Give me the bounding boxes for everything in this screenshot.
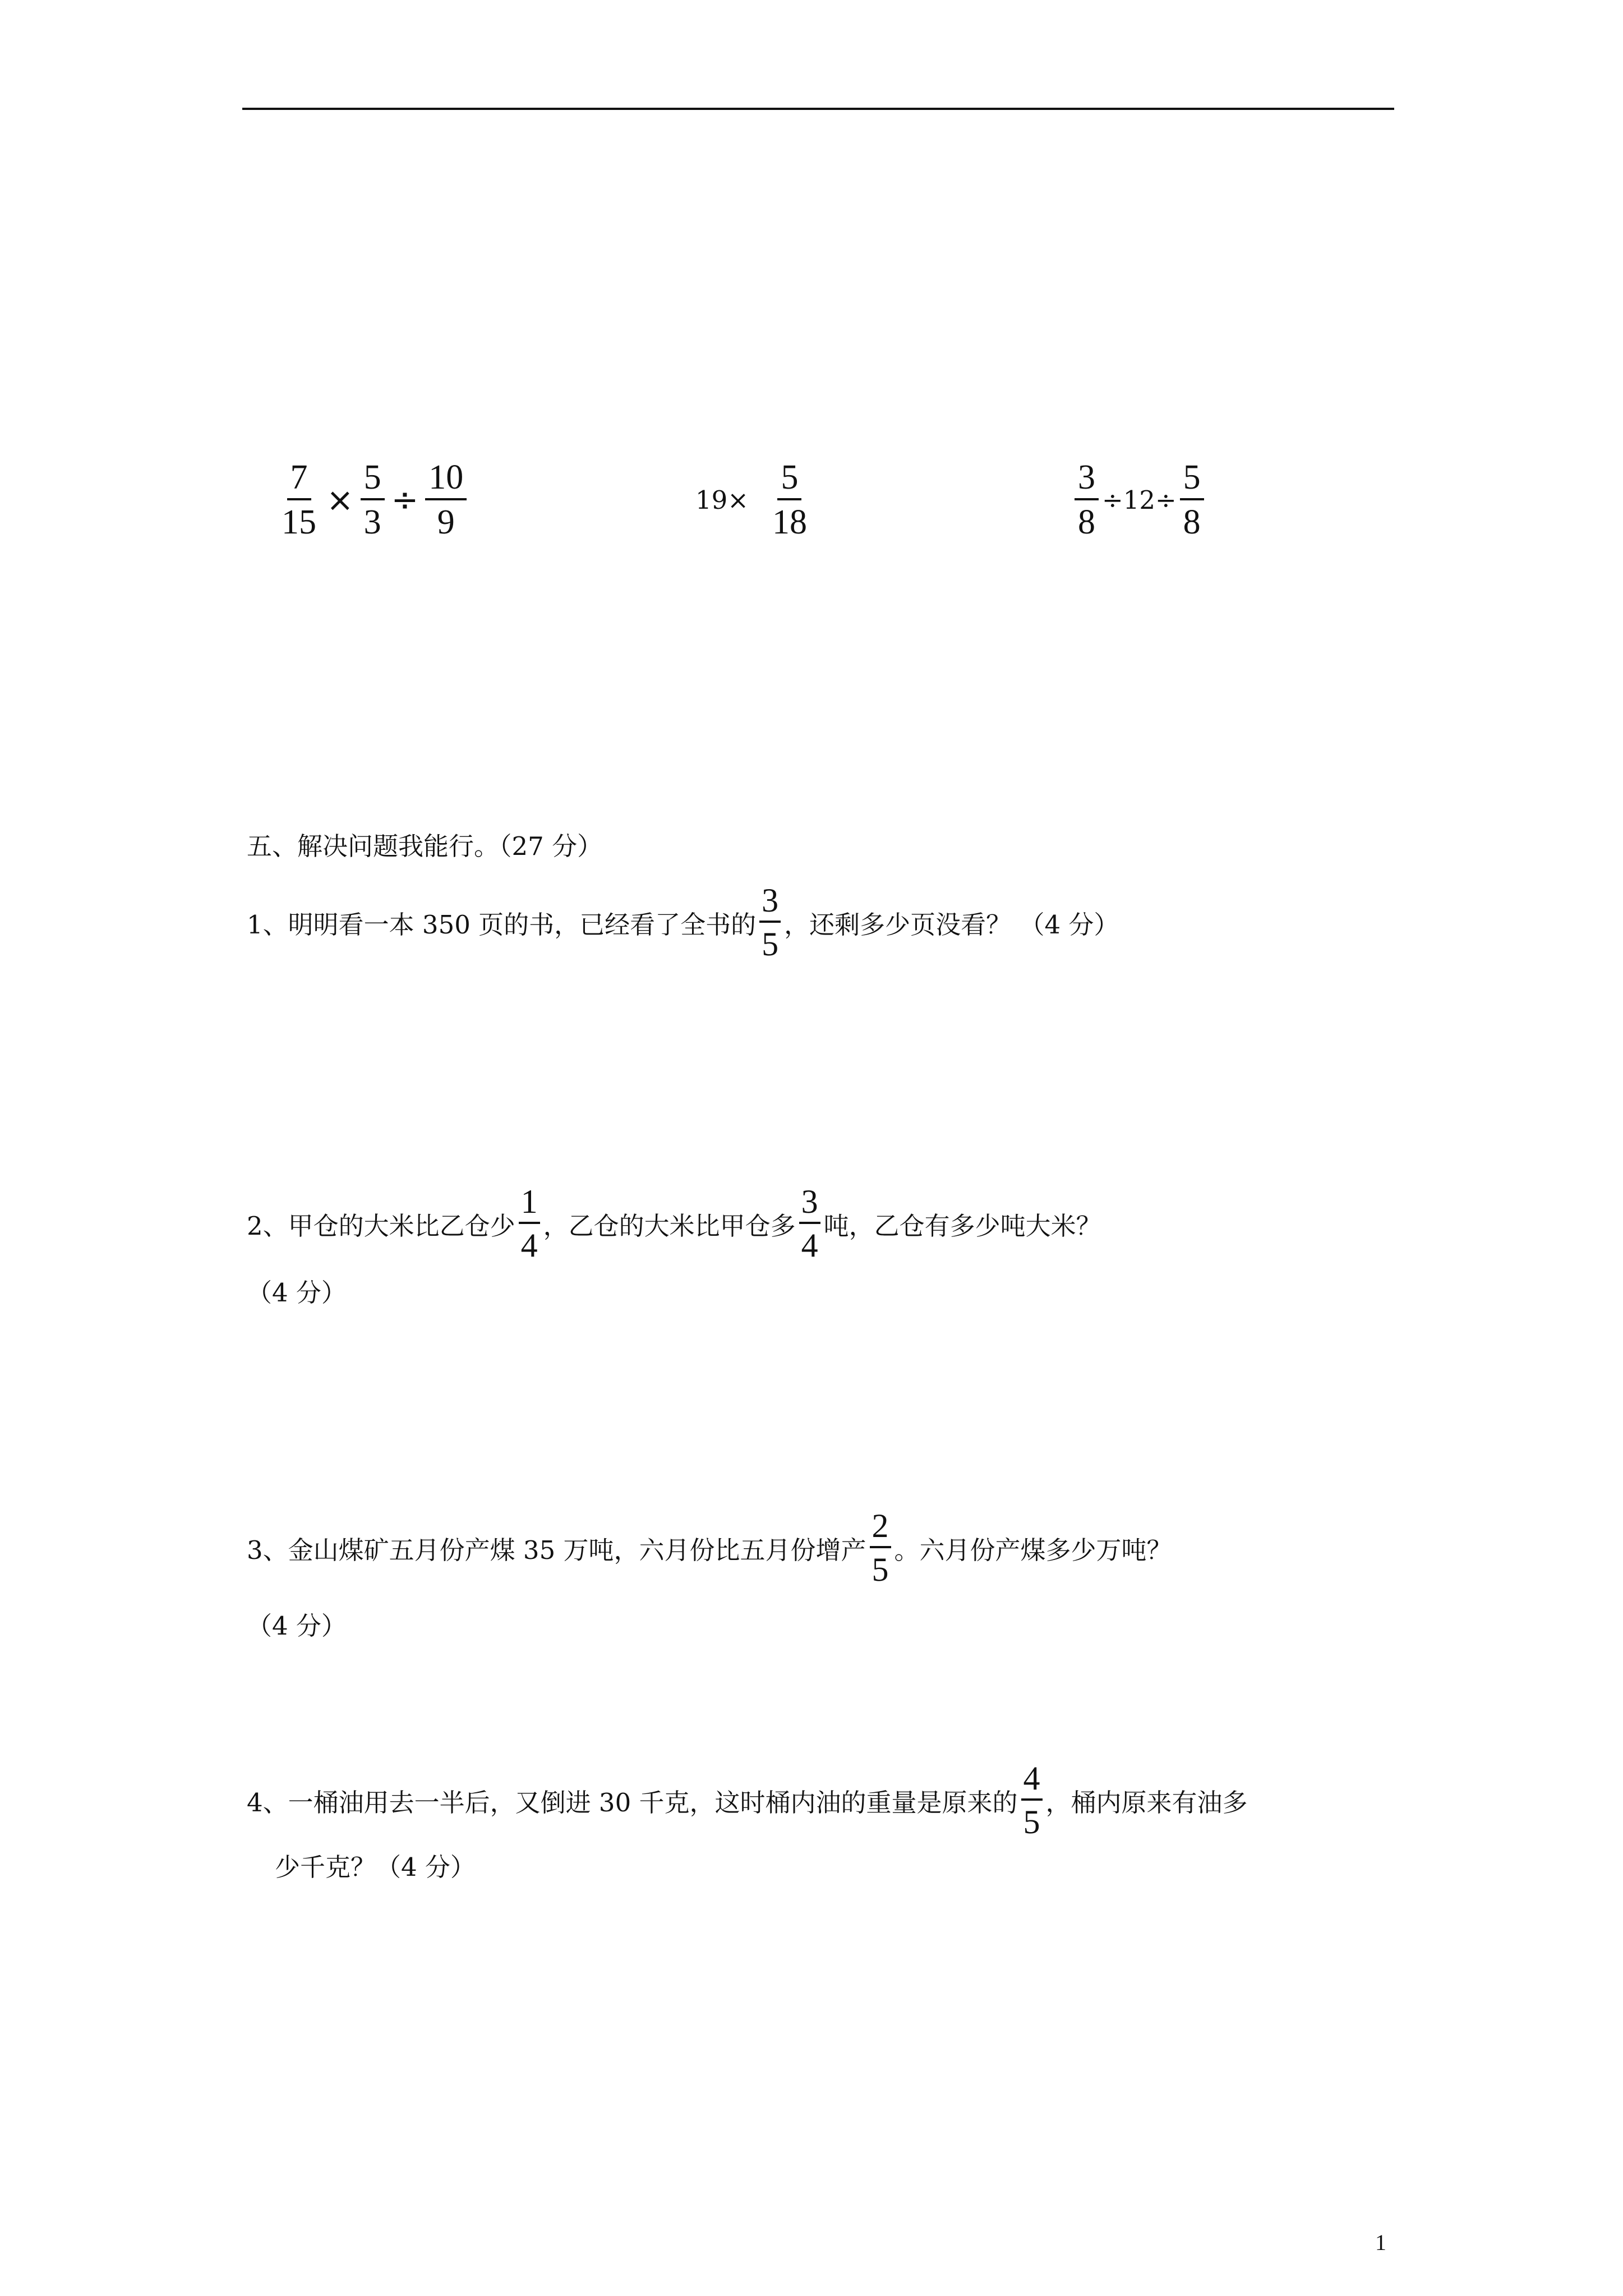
times-operator: × xyxy=(326,481,354,519)
problem-text: 1、明明看一本 350 页的书，已经看了全书的 xyxy=(247,909,757,940)
numerator: 5 xyxy=(777,460,801,500)
score-text: （4 分） xyxy=(247,1278,347,1308)
numerator: 4 xyxy=(1021,1761,1043,1801)
problem-text: ，还剩多少页没看？ （4 分） xyxy=(784,909,1119,940)
problem-text: ，桶内原来有油多 xyxy=(1045,1787,1248,1818)
fraction xyxy=(425,460,467,540)
problem-text: ，乙仓的大米比甲仓多 xyxy=(543,1211,796,1241)
problem-2 xyxy=(247,1185,1101,1262)
numerator: 2 xyxy=(870,1509,891,1548)
header-rule xyxy=(242,108,1394,110)
denominator: 4 xyxy=(520,1227,538,1264)
expression-middle: ÷12÷ xyxy=(1102,485,1177,515)
fraction xyxy=(1180,460,1204,540)
problem-4-line-2 xyxy=(275,1847,476,1883)
numerator: 1 xyxy=(519,1185,540,1224)
denominator: 15 xyxy=(282,503,316,541)
page-number: 1 xyxy=(1375,2230,1386,2255)
denominator: 8 xyxy=(1183,503,1201,541)
problem-text: 吨，乙仓有多少吨大米？ xyxy=(823,1211,1101,1241)
numerator: 3 xyxy=(759,884,781,923)
problem-text: 4、一桶油用去一半后，又倒进 30 千克，这时桶内油的重量是原来的 xyxy=(247,1787,1018,1818)
expression-2 xyxy=(695,460,814,540)
numerator: 3 xyxy=(1075,460,1099,500)
denominator: 8 xyxy=(1078,503,1095,541)
fraction xyxy=(1075,460,1099,540)
fraction xyxy=(519,1185,540,1262)
numerator: 5 xyxy=(361,460,385,500)
numerator: 10 xyxy=(425,460,467,500)
denominator: 18 xyxy=(772,503,807,541)
fraction xyxy=(759,884,781,961)
numerator: 7 xyxy=(287,460,311,500)
expression-prefix: 19× xyxy=(695,485,749,515)
numerator: 5 xyxy=(1180,460,1204,500)
problem-text: 少千克？（4 分） xyxy=(275,1852,476,1882)
denominator: 4 xyxy=(801,1227,818,1264)
fraction xyxy=(870,1509,891,1586)
numerator: 3 xyxy=(799,1185,820,1224)
denominator: 5 xyxy=(762,926,779,963)
denominator: 9 xyxy=(437,503,455,541)
problem-text: 3、金山煤矿五月份产煤 35 万吨，六月份比五月份增产 xyxy=(247,1535,866,1565)
problem-text: 2、甲仓的大米比乙仓少 xyxy=(247,1211,515,1241)
denominator: 3 xyxy=(363,503,381,541)
problem-3 xyxy=(247,1509,1172,1586)
divide-operator: ÷ xyxy=(391,481,419,519)
fraction xyxy=(1021,1761,1043,1839)
fraction xyxy=(799,1185,820,1262)
score-text: （4 分） xyxy=(247,1611,347,1641)
problem-3-score xyxy=(247,1605,347,1642)
denominator: 5 xyxy=(872,1551,889,1588)
expression-1 xyxy=(275,460,470,540)
problem-4 xyxy=(247,1761,1248,1839)
problem-text: 。六月份产煤多少万吨？ xyxy=(894,1535,1172,1565)
section-title-text: 五、解决问题我能行。（27 分） xyxy=(247,831,603,861)
fraction xyxy=(361,460,385,540)
fraction xyxy=(769,460,810,540)
denominator: 5 xyxy=(1023,1803,1040,1841)
section-title xyxy=(247,826,602,862)
problem-2-score xyxy=(247,1272,347,1309)
fraction xyxy=(278,460,320,540)
expression-3 xyxy=(1071,460,1207,540)
problem-1 xyxy=(247,884,1119,961)
